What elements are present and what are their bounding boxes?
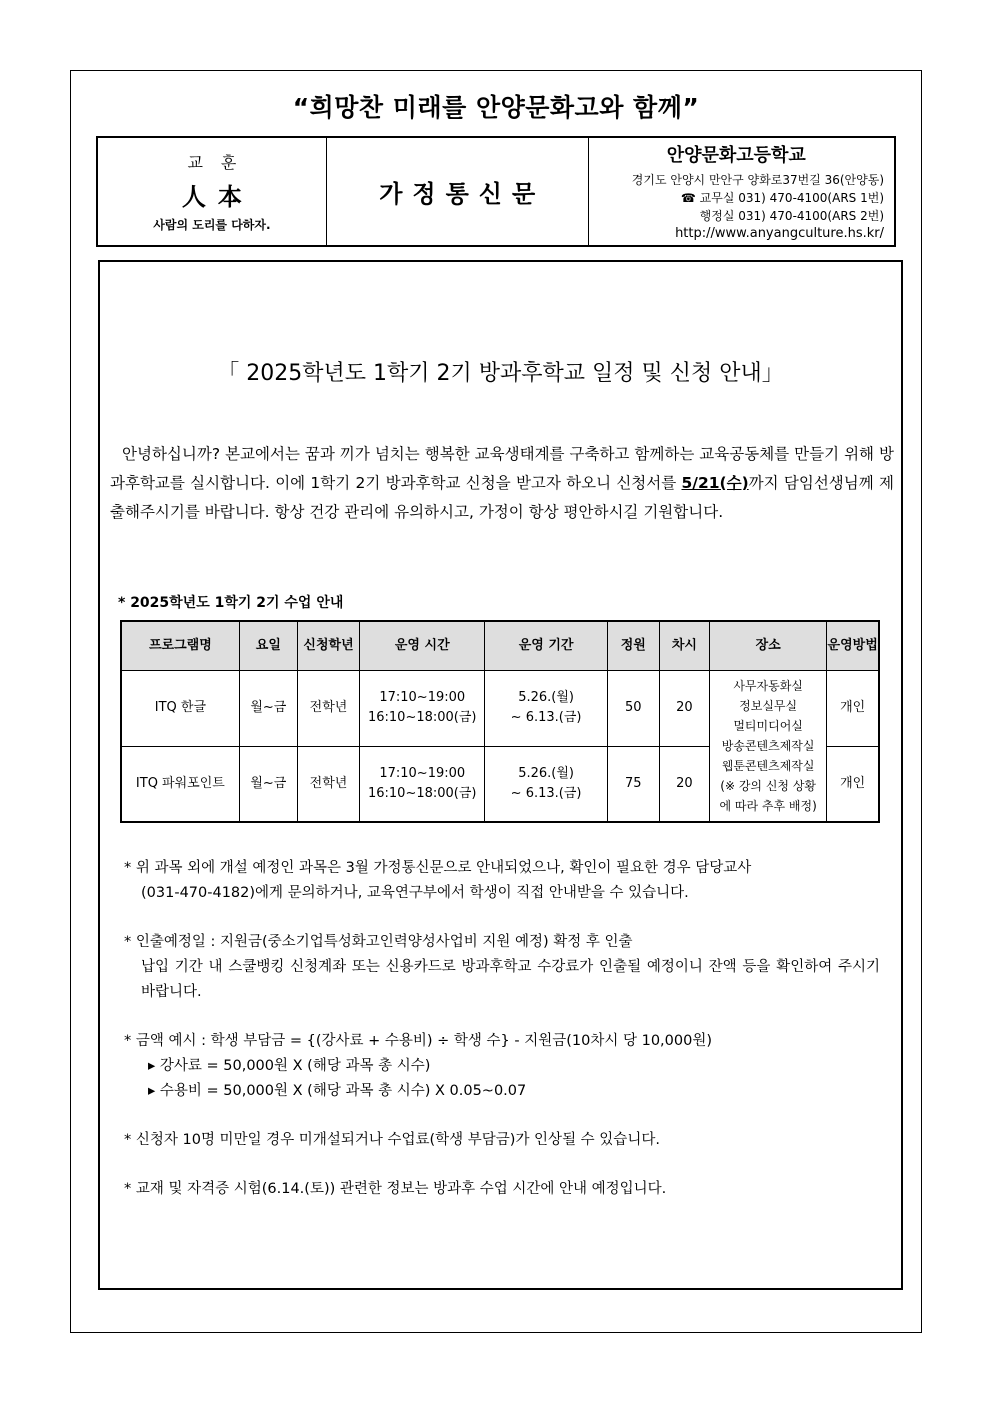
intro-paragraph: [110, 440, 894, 527]
note-minimum-enrollment: [124, 1128, 880, 1153]
method-cell: 개인: [827, 670, 879, 746]
program-cell: ITQ 한글: [121, 670, 239, 746]
motto-sub: 사람의 도리를 다하자.: [153, 218, 271, 232]
grade-cell: 전학년: [297, 670, 359, 746]
school-address: 경기도 안양시 만안구 양화로37번길 36(안양동): [631, 172, 885, 187]
day-cell: 월~금: [239, 670, 297, 746]
school-name: 안양문화고등학교: [666, 144, 806, 166]
place-line: 에 따라 추후 배정): [719, 798, 817, 813]
col-header: 장소: [709, 621, 826, 670]
place-line: 멀티미디어실: [733, 718, 803, 733]
note-text: * 교재 및 자격증 시험(6.14.(토)) 관련한 정보는 방과후 수업 시간에 안내 예정입니다.: [124, 1181, 667, 1197]
col-header: 차시: [659, 621, 709, 670]
note-withdrawal: [124, 930, 880, 1005]
place-line: (※ 강의 신청 상황: [720, 778, 816, 793]
place-line: 사무자동화실: [733, 678, 803, 693]
place-cell: [709, 670, 826, 822]
note-other-courses: [124, 856, 880, 906]
school-phone-office: 행정실 031) 470-4100(ARS 2번): [699, 208, 885, 223]
note-text: * 신청자 10명 미만일 경우 미개설되거나 수업료(학생 부담금)가 인상될 수 있습니다.: [124, 1132, 660, 1148]
sessions-cell: 20: [659, 746, 709, 822]
col-header: 요일: [239, 621, 297, 670]
table-row: [121, 670, 879, 746]
newsletter-title-cell: [327, 138, 589, 245]
notes-section: [124, 856, 880, 1226]
capacity-cell: 75: [607, 746, 659, 822]
motto-main: 人本: [181, 183, 254, 211]
note-text: * 금액 예시 : 학생 부담금 = {(강사료 + 수용비) ÷ 학생 수} - 지원금(10차시 당 10,000원): [124, 1033, 712, 1049]
program-cell: ITQ 파워포인트: [121, 746, 239, 822]
time-cell: [360, 746, 485, 822]
note-text: * 위 과목 외에 개설 예정인 과목은 3월 가정통신문으로 안내되었으나, 확인이 필요한 경우 담당교사: [124, 860, 752, 876]
note-text: 납입 기간 내 스쿨뱅킹 신청계좌 또는 신용카드로 방과후학교 수강료가 인출될 예정이니 잔액 등을 확인하여 주시기 바랍니다.: [141, 959, 880, 1000]
period-cell: [485, 746, 607, 822]
place-line: 정보실무실: [739, 698, 798, 713]
school-info-cell: [589, 138, 895, 245]
motto-label: 교훈: [187, 153, 255, 172]
period-line: 5.26.(월): [518, 765, 574, 781]
grade-cell: 전학년: [297, 746, 359, 822]
motto-cell: [98, 138, 327, 245]
note-cost-example: [124, 1029, 880, 1104]
slogan: “희망찬 미래를 안양문화고와 함께”: [292, 93, 700, 122]
time-cell: [360, 670, 485, 746]
col-header: 운영 시간: [360, 621, 485, 670]
col-header: 프로그램명: [121, 621, 239, 670]
schedule-table: [120, 620, 880, 823]
note-text: ▸ 강사료 = 50,000원 X (해당 과목 총 시수): [148, 1058, 431, 1074]
note-text: * 인출예정일 : 지원금(중소기업특성화고인력양성사업비 지원 예정) 확정 후 인출: [124, 934, 633, 950]
col-header: 운영방법: [827, 621, 879, 670]
letterhead: [96, 136, 896, 247]
time-line: 17:10~19:00: [379, 690, 466, 705]
school-url[interactable]: http://www.anyangculture.hs.kr/: [675, 225, 885, 241]
place-line: 방송콘텐츠제작실: [721, 738, 815, 753]
note-text: ▸ 수용비 = 50,000원 X (해당 과목 총 시수) X 0.05~0.07: [148, 1083, 527, 1099]
col-header: 정원: [607, 621, 659, 670]
note-text: (031-470-4182)에게 문의하거나, 교육연구부에서 학생이 직접 안내받을 수 있습니다.: [141, 885, 689, 901]
note-materials: [124, 1177, 880, 1202]
time-line: 16:10~18:00(금): [367, 785, 477, 801]
intro-text-1: 안녕하십니까? 본교에서는 꿈과 끼가 넘치는 행복한 교육생태계를 구축하고 함께하는 교육공동체를 만들기 위해 방과후학교를 실시합니다. 이에 1학기 2기 방과후학교 신청을 받고자 하오니 신청서를: [110, 445, 894, 492]
time-line: 16:10~18:00(금): [367, 710, 477, 725]
period-cell: [485, 670, 607, 746]
col-header: 운영 기간: [485, 621, 607, 670]
place-line: 웹툰콘텐츠제작실: [721, 758, 815, 773]
newsletter-title: 가정통신문: [379, 180, 546, 208]
table-header-row: [121, 621, 879, 670]
period-line: 5.26.(월): [518, 690, 574, 705]
day-cell: 월~금: [239, 746, 297, 822]
col-header: 신청학년: [297, 621, 359, 670]
document-title: 「 2025학년도 1학기 2기 방과후학교 일정 및 신청 안내」: [217, 361, 784, 386]
period-line: ~ 6.13.(금): [510, 710, 582, 725]
deadline: 5/21(수): [681, 474, 749, 492]
section-heading: * 2025학년도 1학기 2기 수업 안내: [118, 595, 344, 611]
school-phone-admin: ☎ 교무실 031) 470-4100(ARS 1번): [680, 190, 885, 205]
period-line: ~ 6.13.(금): [510, 785, 582, 801]
sessions-cell: 20: [659, 670, 709, 746]
capacity-cell: 50: [607, 670, 659, 746]
time-line: 17:10~19:00: [379, 765, 466, 781]
method-cell: 개인: [827, 746, 879, 822]
intro-text-2: 까지 담임선생님께 제출해주시기를 바랍니다. 항상 건강 관리에 유의하시고, 가정이 항상 평안하시길 기원합니다.: [110, 474, 894, 521]
